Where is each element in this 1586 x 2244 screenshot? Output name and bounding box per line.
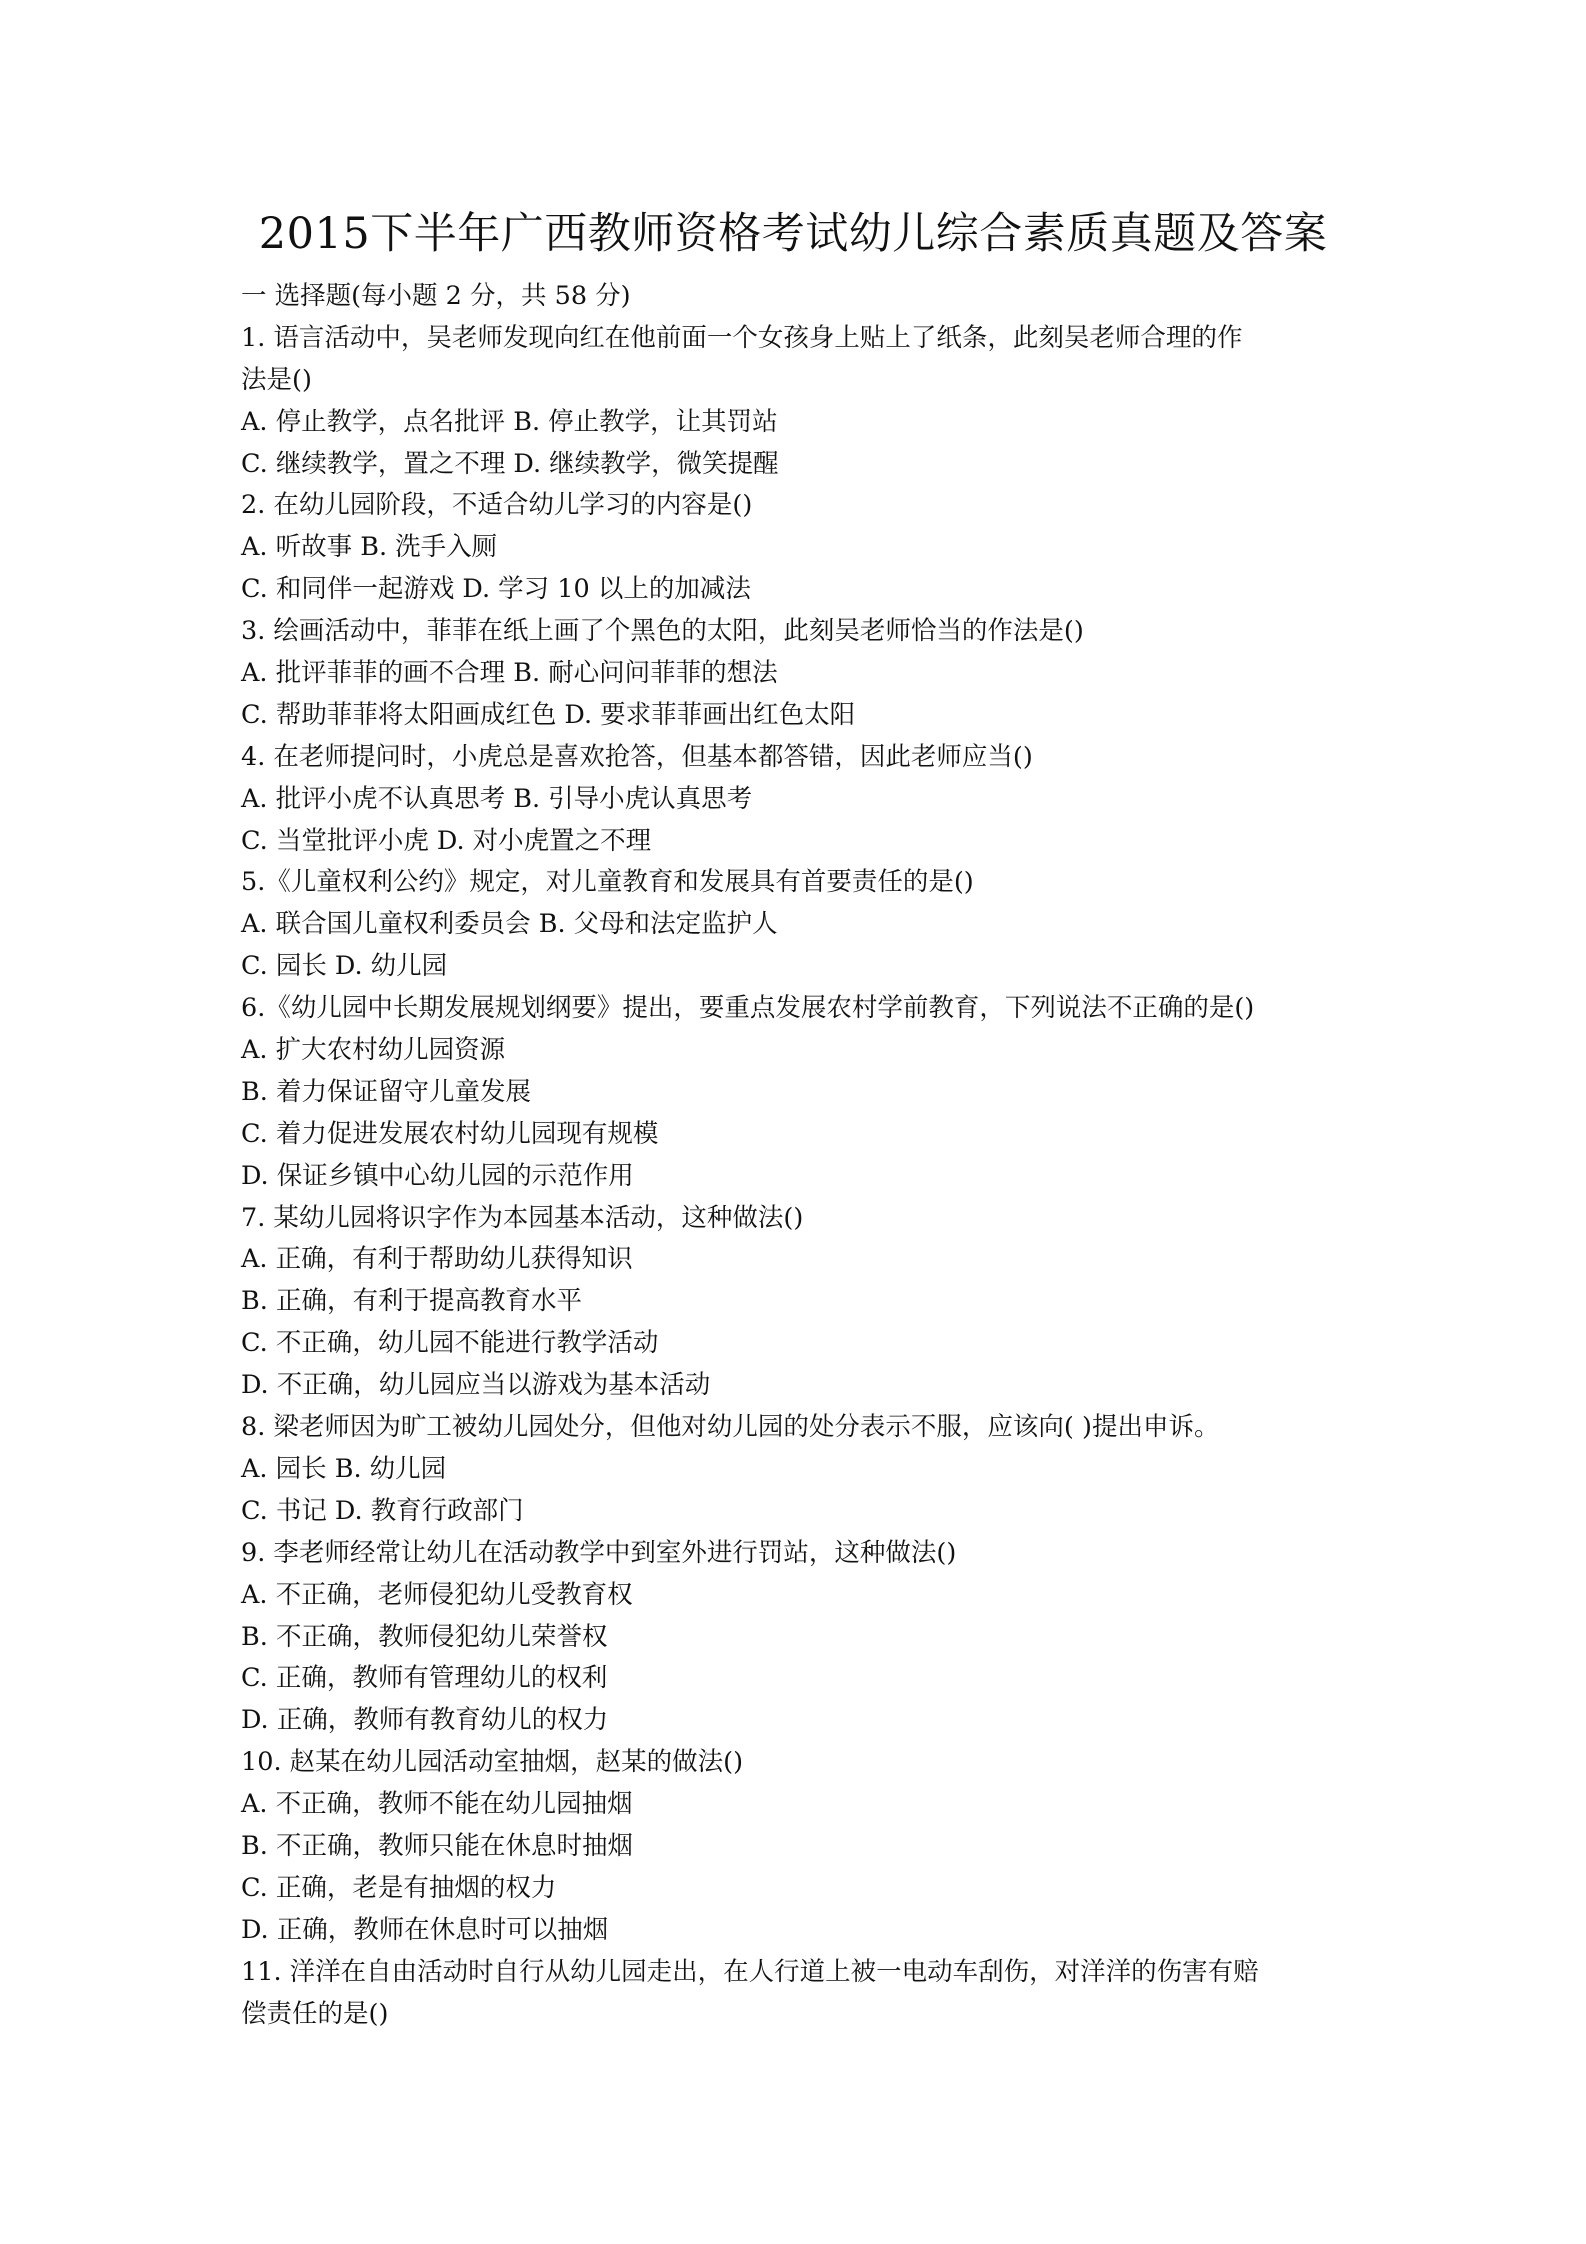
text-line: C. 园长 D. 幼儿园 <box>241 951 448 982</box>
text-line: B. 着力保证留守儿童发展 <box>241 1076 531 1107</box>
text-line: 法是() <box>241 364 312 395</box>
text-line: 一 选择题(每小题 2 分，共 58 分) <box>241 281 631 311</box>
text-line: D. 不正确，幼儿园应当以游戏为基本活动 <box>241 1370 711 1401</box>
text-line: C. 和同伴一起游戏 D. 学习 10 以上的加减法 <box>241 574 751 605</box>
document-title: 2015下半年广西教师资格考试幼儿综合素质真题及答案 <box>258 209 1328 259</box>
text-line: B. 正确，有利于提高教育水平 <box>241 1286 582 1317</box>
text-line: A. 不正确，教师不能在幼儿园抽烟 <box>241 1789 633 1820</box>
text-line: 8. 梁老师因为旷工被幼儿园处分，但他对幼儿园的处分表示不服，应该向( )提出申诉。 <box>241 1412 1220 1443</box>
text-line: 2. 在幼儿园阶段，不适合幼儿学习的内容是() <box>241 490 753 521</box>
text-line: C. 正确，教师有管理幼儿的权利 <box>241 1663 608 1694</box>
text-line: C. 着力促进发展农村幼儿园现有规模 <box>241 1118 659 1149</box>
text-line: A. 不正确，老师侵犯幼儿受教育权 <box>241 1579 633 1610</box>
text-line: A. 批评小虎不认真思考 B. 引导小虎认真思考 <box>241 783 753 814</box>
text-line: A. 批评菲菲的画不合理 B. 耐心问问菲菲的想法 <box>241 658 778 689</box>
text-line: D. 正确，教师有教育幼儿的权力 <box>241 1705 609 1736</box>
text-line: 6.《幼儿园中长期发展规划纲要》提出，要重点发展农村学前教育，下列说法不正确的是() <box>241 993 1255 1024</box>
text-line: A. 联合国儿童权利委员会 B. 父母和法定监护人 <box>241 909 778 940</box>
text-line: C. 不正确，幼儿园不能进行教学活动 <box>241 1328 659 1359</box>
text-line: 偿责任的是() <box>241 1998 389 2029</box>
text-line: A. 正确，有利于帮助幼儿获得知识 <box>241 1244 633 1275</box>
text-line: 4. 在老师提问时，小虎总是喜欢抢答，但基本都答错，因此老师应当() <box>241 741 1033 772</box>
text-line: A. 扩大农村幼儿园资源 <box>241 1035 506 1066</box>
text-line: 5.《儿童权利公约》规定，对儿童教育和发展具有首要责任的是() <box>241 867 974 898</box>
text-line: 9. 李老师经常让幼儿在活动教学中到室外进行罚站，这种做法() <box>241 1537 957 1568</box>
text-line: 1. 语言活动中，吴老师发现向红在他前面一个女孩身上贴上了纸条，此刻吴老师合理的作 <box>241 322 1243 353</box>
text-line: D. 保证乡镇中心幼儿园的示范作用 <box>241 1160 634 1191</box>
text-line: C. 正确，老是有抽烟的权力 <box>241 1872 557 1903</box>
text-line: A. 园长 B. 幼儿园 <box>241 1453 447 1484</box>
text-line: D. 正确，教师在休息时可以抽烟 <box>241 1914 609 1945</box>
text-line: C. 帮助菲菲将太阳画成红色 D. 要求菲菲画出红色太阳 <box>241 699 856 730</box>
text-line: C. 书记 D. 教育行政部门 <box>241 1495 524 1526</box>
text-line: B. 不正确，教师只能在休息时抽烟 <box>241 1830 633 1861</box>
text-line: C. 继续教学，置之不理 D. 继续教学，微笑提醒 <box>241 448 779 479</box>
text-line: 7. 某幼儿园将识字作为本园基本活动，这种做法() <box>241 1202 804 1233</box>
text-line: A. 停止教学，点名批评 B. 停止教学，让其罚站 <box>241 406 778 437</box>
text-line: 3. 绘画活动中，菲菲在纸上画了个黑色的太阳，此刻吴老师恰当的作法是() <box>241 616 1084 647</box>
text-line: B. 不正确，教师侵犯幼儿荣誉权 <box>241 1621 608 1652</box>
document-body <box>241 276 1361 2035</box>
text-line: 11. 洋洋在自由活动时自行从幼儿园走出，在人行道上被一电动车刮伤，对洋洋的伤害有赔 <box>241 1956 1259 1987</box>
text-line: C. 当堂批评小虎 D. 对小虎置之不理 <box>241 825 652 856</box>
text-line: A. 听故事 B. 洗手入厕 <box>241 532 498 563</box>
text-line: 10. 赵某在幼儿园活动室抽烟，赵某的做法() <box>241 1747 744 1778</box>
